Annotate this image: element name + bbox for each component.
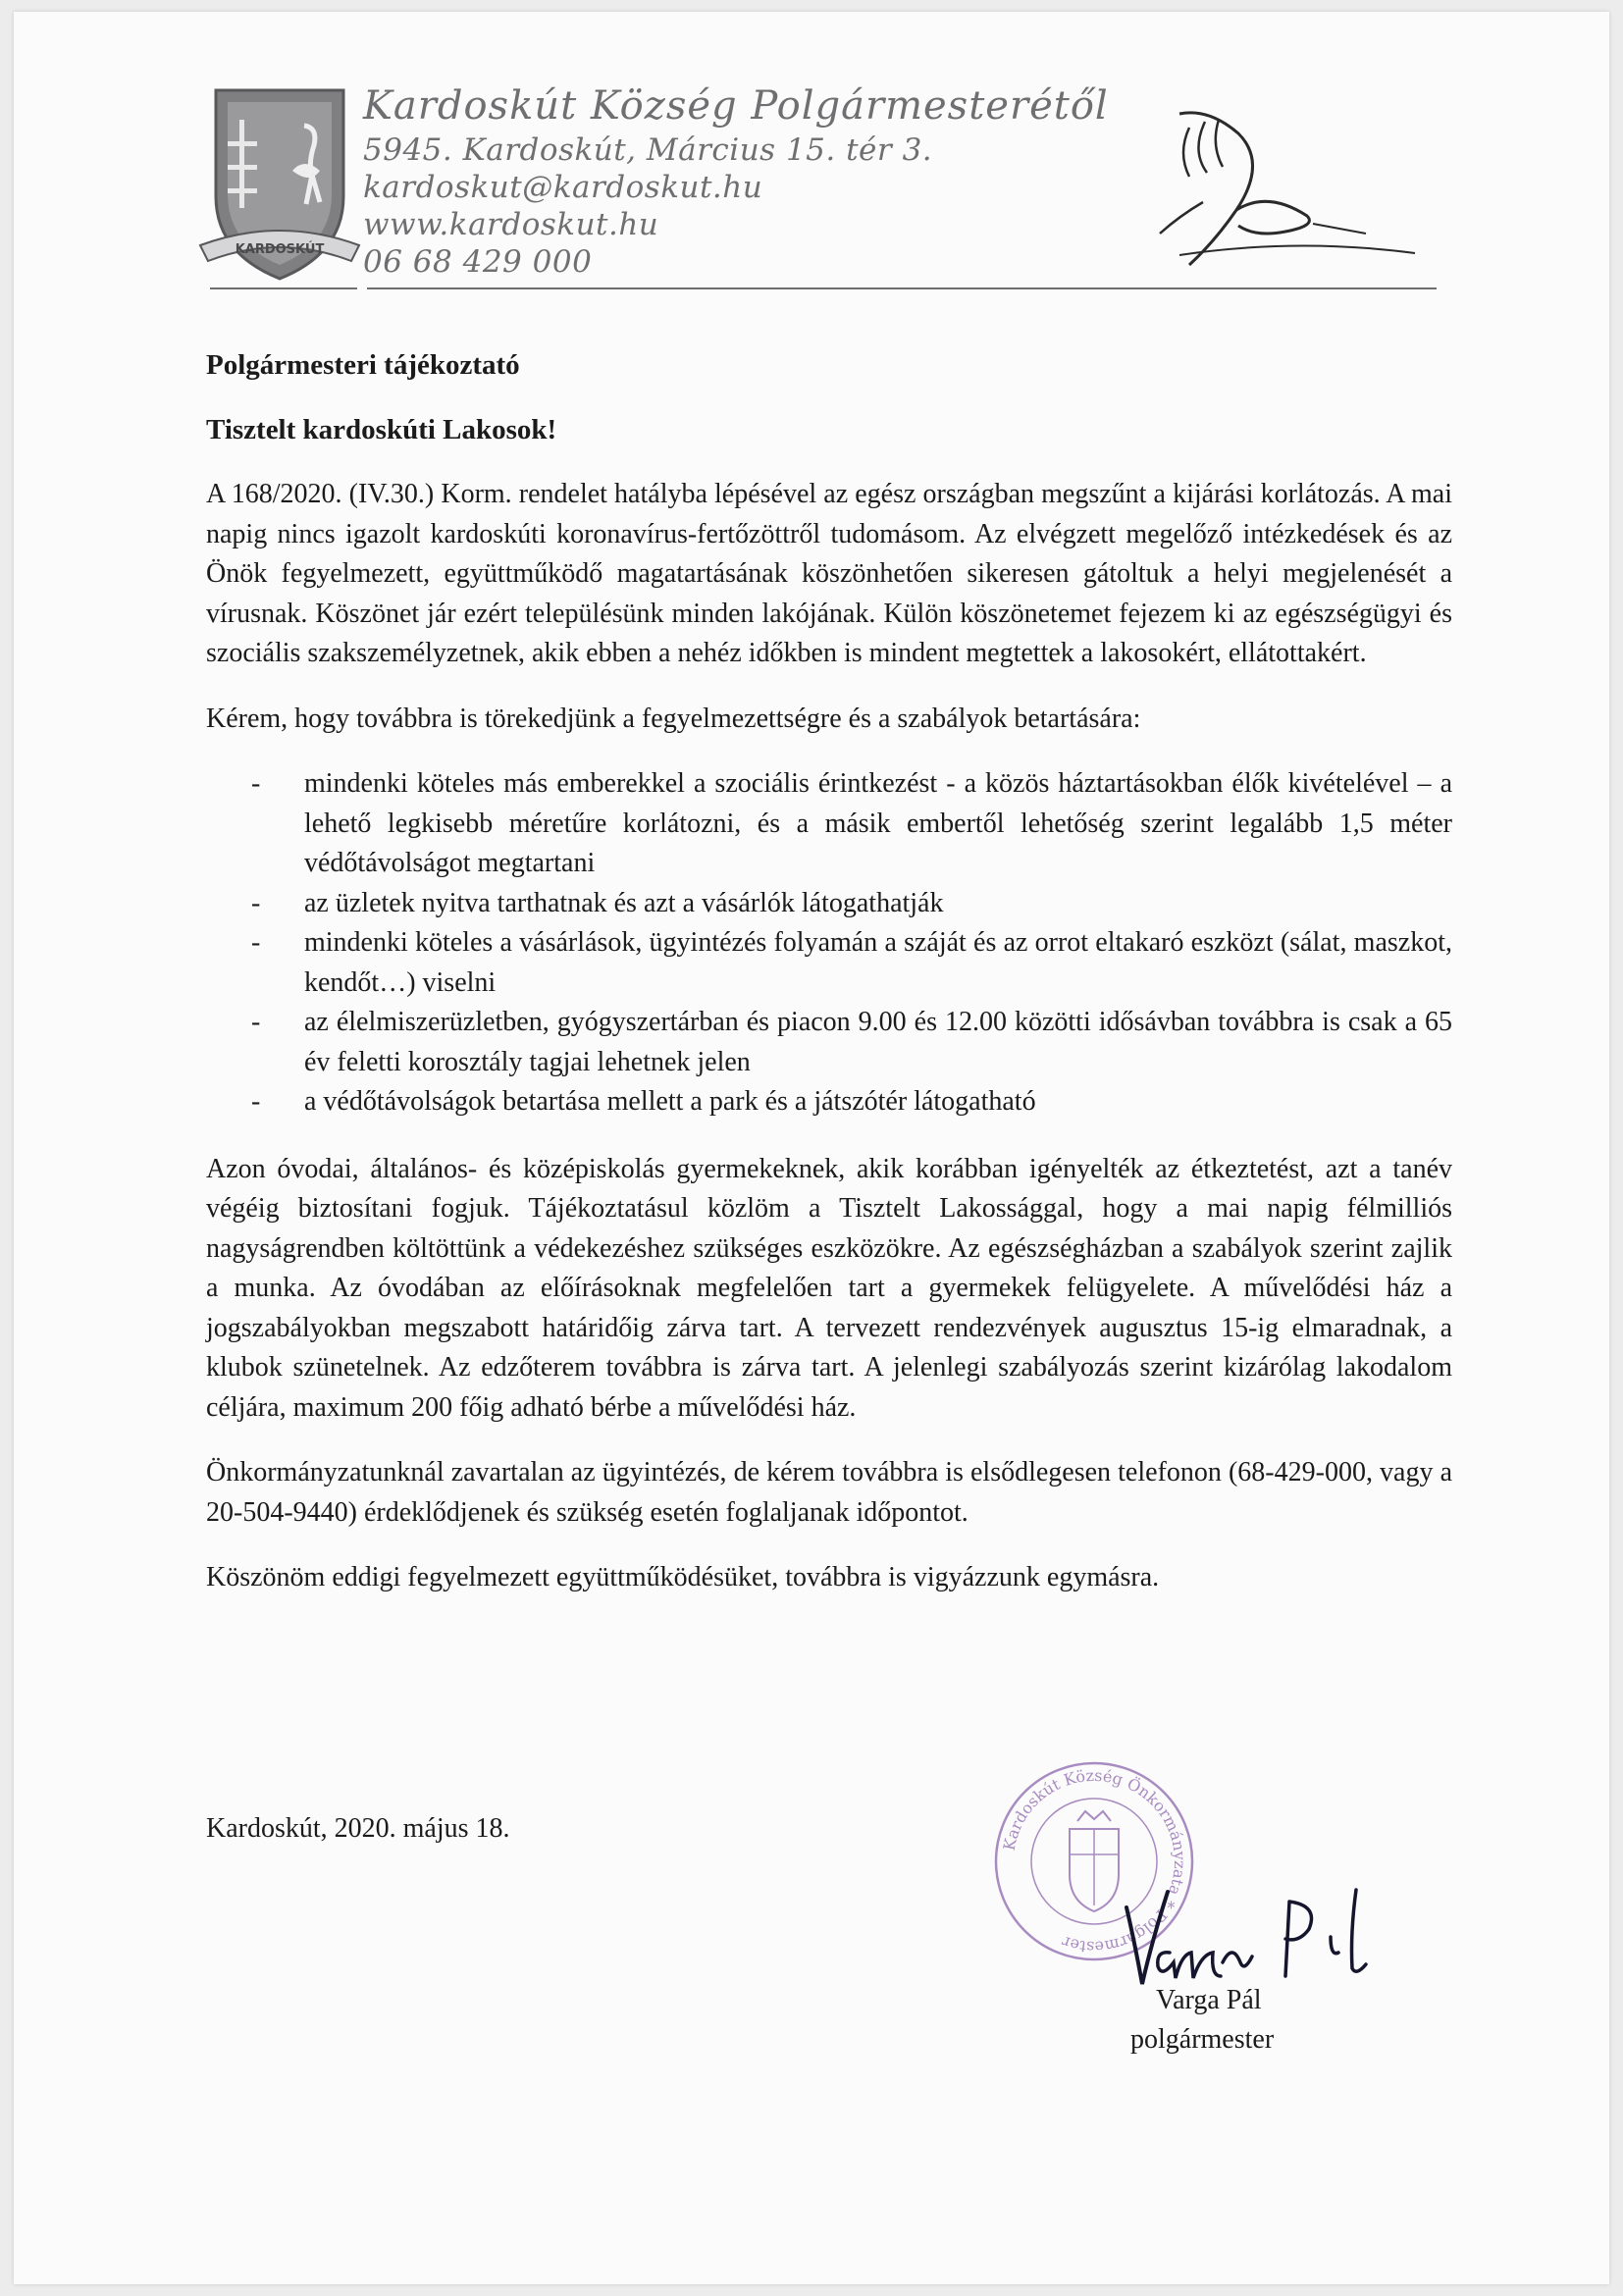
list-item: - az üzletek nyitva tarthatnak és azt a vásárlók látogathatják	[251, 887, 944, 918]
list-item: - a védőtávolságok betartása mellett a park és a játszótér látogatható	[251, 1086, 1036, 1117]
office-name: Kardoskút Község Polgármesterétől	[363, 83, 1109, 129]
document-page	[14, 12, 1609, 2284]
letterhead	[363, 80, 1109, 281]
office-phone: 06 68 429 000	[363, 244, 593, 280]
thanks-paragraph: Köszönöm eddigi fegyelmezett együttműködésüket, továbbra is vigyázzunk egymásra.	[206, 1562, 1160, 1592]
rules-list	[206, 764, 1452, 1122]
svg-text:KARDOSKÚT: KARDOSKÚT	[235, 242, 325, 257]
services-paragraph: Azon óvodai, általános- és középiskolás gyermekeknek, akik korábban igényelték az étkeztetést, azt a tanév végéig biztosítani fogjuk. Tájékoztatásul közlöm a Tisztelt Lakossággal, hogy a mai napig félmilliós nagyságrendben költöttünk a védekezéshez szükséges eszközökre. Az egészségházban a szabályok szerint zajlik a munka. Az óvodában az előírásoknak megfelelően tart a gyermekek felügyelete. A művelődési ház a jogszabályokban megszabott határidőig zárva tart. A tervezett rendezvények augusztus 15-ig elmaradnak, a klubok szünetelnek. Az edzőterem továbbra is zárva tart. A jelenlegi szabályozás szerint kizárólag lakodalom céljára, maximum 200 főig adható bérbe a művelődési ház.	[206, 1153, 1452, 1423]
contact-paragraph: Önkormányzatunknál zavartalan az ügyintézés, de kérem továbbra is elsődlegesen telefonon (68-429-000, vagy a 20-504-9440) érdeklődjenek és szükség esetén foglaljanak időpontot.	[206, 1457, 1452, 1528]
letterhead-divider	[210, 287, 1437, 290]
handwritten-signature-icon	[1121, 1882, 1405, 1990]
signatory-title: polgármester	[1130, 2024, 1275, 2055]
village-crest-icon	[194, 86, 365, 288]
list-item: - mindenki köteles a vásárlások, ügyintézés folyamán a száját és az orrot eltakaró eszközt (sálat, maszkot, kendőt…) viselni	[251, 927, 1452, 998]
signatory-name: Varga Pál	[1156, 1985, 1262, 2015]
svg-text:Kardoskút Község Önkormányzata: Kardoskút Község Önkormányzata * Polgármester	[999, 1765, 1190, 1957]
list-item: - mindenki köteles más emberekkel a szociális érintkezést - a közös háztartásokban élők kivételével – a lehető legkisebb méretűre korlátozni, és a másik embertől lehetőség szerint legalább 1,5 méter védőtávolságot megtartani	[251, 768, 1452, 878]
letter-salutation: Tisztelt kardoskúti Lakosok!	[206, 414, 557, 445]
rules-intro-paragraph: Kérem, hogy továbbra is törekedjünk a fegyelmezettségre és a szabályok betartására:	[206, 703, 1141, 734]
list-item: - az élelmiszerüzletben, gyógyszertárban és piacon 9.00 és 12.00 közötti idősávban továbbra is csak a 65 év feletti korosztály tagjai lehetnek jelen	[251, 1007, 1452, 1077]
stork-logo-icon	[1121, 108, 1425, 285]
office-address: 5945. Kardoskút, Március 15. tér 3.	[363, 132, 933, 168]
letter-body	[206, 345, 1452, 1624]
office-email: kardoskut@kardoskut.hu	[363, 170, 763, 205]
place-and-date: Kardoskút, 2020. május 18.	[206, 1813, 510, 1844]
intro-paragraph: A 168/2020. (IV.30.) Korm. rendelet hatályba lépésével az egész országban megszűnt a kijárási korlátozás. A mai napig nincs igazolt kardoskúti koronavírus-fertőzöttről tudomásom. Az elvégzett megelőző intézkedések és az Önök fegyelmezett, együttműködő magatartásának köszönhetően sikeresen gátoltuk a helyi megjelenését a vírusnak. Köszönet jár ezért településünk minden lakójának. Külön köszönetemet fejezem ki az egészségügyi és szociális szakszemélyzetnek, akik ebben a nehéz időkben is mindent megtettek a lakosokért, ellátottakért.	[206, 479, 1452, 668]
office-website: www.kardoskut.hu	[363, 207, 659, 242]
letter-heading: Polgármesteri tájékoztató	[206, 349, 520, 381]
